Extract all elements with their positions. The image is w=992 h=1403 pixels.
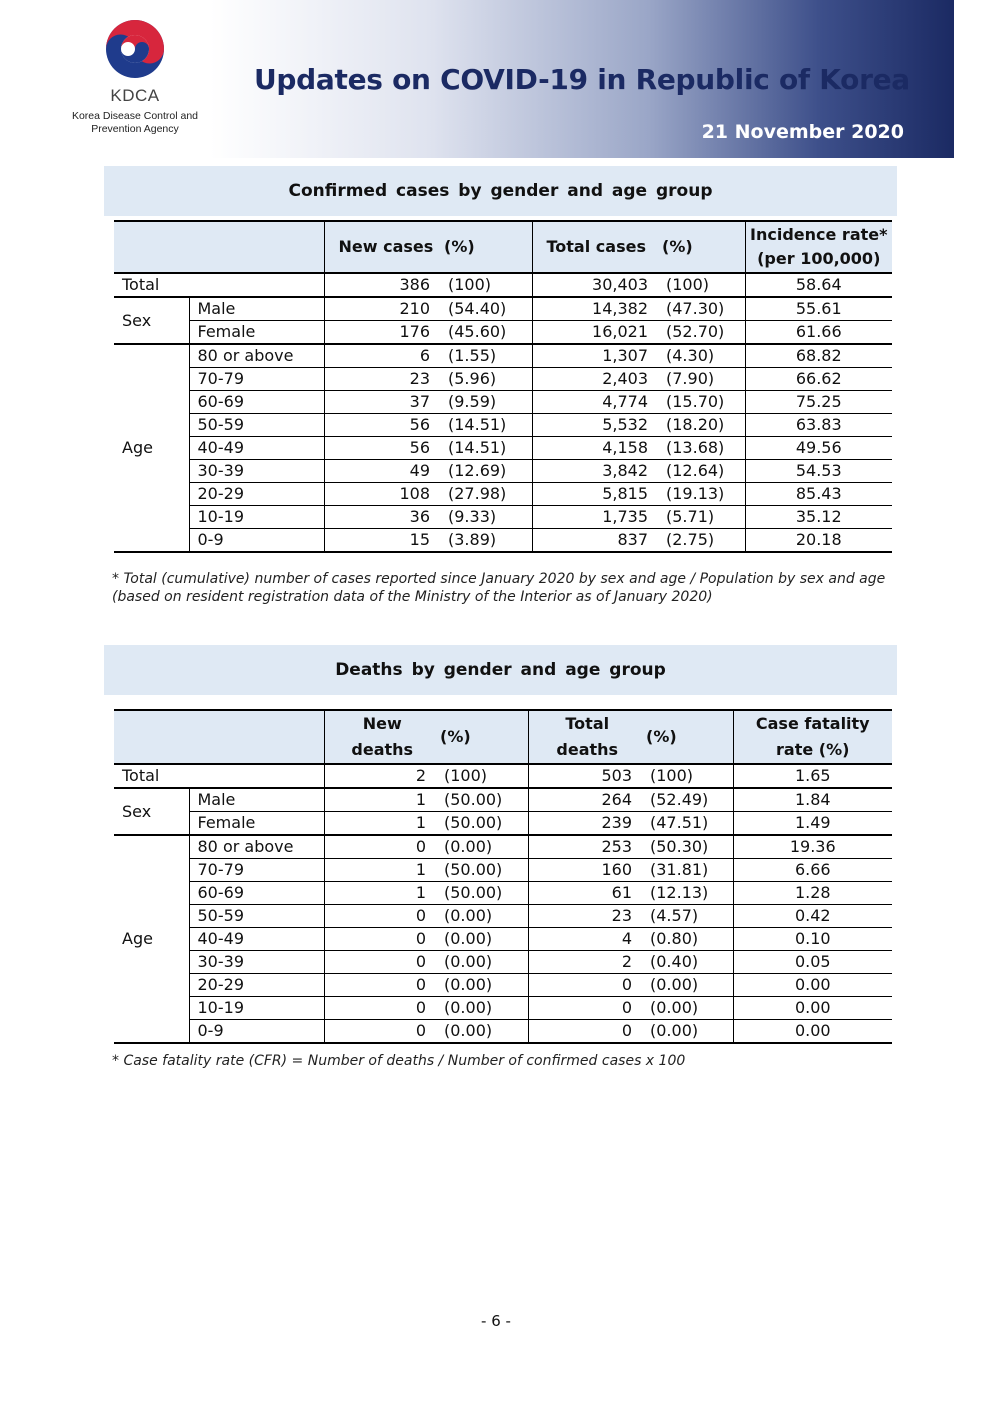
row-label: 40-49 [189,437,324,460]
header-new-deaths-line1: New [362,714,402,733]
header-incidence-rate [745,221,892,273]
table-row [114,391,892,414]
new-value: 56 [324,414,444,437]
total-value: 14,382 [532,297,662,321]
row-label: Total [114,764,324,788]
header-blank-cell [114,221,324,273]
total-value: 0 [528,974,646,997]
new-percent: (27.98) [444,483,532,506]
total-percent: (52.70) [662,321,745,345]
row-label: Male [189,297,324,321]
table-row [114,344,892,368]
new-percent: (9.33) [444,506,532,529]
total-value: 5,532 [532,414,662,437]
rate-value: 6.66 [733,859,892,882]
page-title: Updates on COVID-19 in Republic of Korea [254,63,910,96]
rate-value: 68.82 [745,344,892,368]
new-percent: (45.60) [444,321,532,345]
new-value: 1 [324,882,440,905]
new-percent: (12.69) [444,460,532,483]
rate-value: 1.28 [733,882,892,905]
total-percent: (7.90) [662,368,745,391]
total-percent: (18.20) [662,414,745,437]
total-percent: (0.40) [646,951,733,974]
header-incidence-line1: Incidence rate* [750,225,888,244]
age-group-label: Age [114,835,189,1043]
rate-value: 66.62 [745,368,892,391]
row-label: Female [189,321,324,345]
new-percent: (0.00) [440,1020,528,1044]
new-percent: (50.00) [440,788,528,812]
total-value: 160 [528,859,646,882]
total-value: 23 [528,905,646,928]
table-row [114,1020,892,1044]
header-cfr-line1: Case fatality [755,714,870,733]
row-label: 60-69 [189,391,324,414]
header-blank-cell [114,710,324,764]
total-percent: (47.30) [662,297,745,321]
total-percent: (0.00) [646,974,733,997]
rate-value: 54.53 [745,460,892,483]
rate-value: 35.12 [745,506,892,529]
row-label: Total [114,273,324,297]
new-value: 6 [324,344,444,368]
new-percent: (14.51) [444,437,532,460]
table-row [114,414,892,437]
new-value: 0 [324,928,440,951]
header-new-cases: New cases [324,221,444,273]
new-percent: (100) [440,764,528,788]
header-total-pct: (%) [662,221,745,273]
total-percent: (0.80) [646,928,733,951]
rate-value: 75.25 [745,391,892,414]
total-percent: (19.13) [662,483,745,506]
deaths-footnote: * Case fatality rate (CFR) = Number of deaths / Number of confirmed cases x 100 [112,1053,686,1069]
rate-value: 49.56 [745,437,892,460]
table-row [114,905,892,928]
confirmed-footnote: * Total (cumulative) number of cases reported since January 2020 by sex and age / Population by sex and age (based on resident registration data of the Ministry of the Interior as of January 2020) [112,571,886,605]
row-label: 80 or above [189,344,324,368]
total-value: 3,842 [532,460,662,483]
header-case-fatality-rate [733,710,892,764]
rate-value: 85.43 [745,483,892,506]
table-row [114,882,892,905]
row-label: 70-79 [189,859,324,882]
row-label: 30-39 [189,951,324,974]
table-row [114,483,892,506]
header-total-cases: Total cases [532,221,662,273]
org-name-line1: Korea Disease Control and [71,110,199,122]
row-label: 80 or above [189,835,324,859]
total-percent: (100) [646,764,733,788]
total-value: 16,021 [532,321,662,345]
org-name [60,110,210,136]
row-label: 0-9 [189,529,324,553]
sex-group-label: Sex [114,297,189,344]
total-value: 264 [528,788,646,812]
new-value: 0 [324,905,440,928]
deaths-table [114,709,892,1044]
new-percent: (9.59) [444,391,532,414]
new-value: 0 [324,951,440,974]
new-percent: (100) [444,273,532,297]
total-value: 1,307 [532,344,662,368]
rate-value: 1.84 [733,788,892,812]
new-percent: (54.40) [444,297,532,321]
total-percent: (100) [662,273,745,297]
total-value: 0 [528,1020,646,1044]
header-new-deaths [324,710,440,764]
new-value: 0 [324,974,440,997]
new-percent: (0.00) [440,997,528,1020]
new-value: 0 [324,997,440,1020]
table-row [114,859,892,882]
table-row [114,460,892,483]
table-row [114,506,892,529]
new-percent: (5.96) [444,368,532,391]
rate-value: 58.64 [745,273,892,297]
total-percent: (47.51) [646,812,733,836]
total-value: 61 [528,882,646,905]
header-cfr-line2: rate (%) [776,740,850,759]
rate-value: 20.18 [745,529,892,553]
total-percent: (12.64) [662,460,745,483]
table-row [114,297,892,321]
row-label: 0-9 [189,1020,324,1044]
kdca-logo [60,18,210,148]
row-label: 70-79 [189,368,324,391]
age-group-label: Age [114,344,189,552]
new-percent: (0.00) [440,974,528,997]
row-label: 50-59 [189,905,324,928]
total-value: 5,815 [532,483,662,506]
row-label: 40-49 [189,928,324,951]
new-percent: (50.00) [440,859,528,882]
confirmed-cases-table [114,220,892,553]
total-value: 239 [528,812,646,836]
rate-value: 1.49 [733,812,892,836]
new-value: 2 [324,764,440,788]
row-label: 60-69 [189,882,324,905]
new-percent: (0.00) [440,928,528,951]
total-row [114,764,892,788]
rate-value: 19.36 [733,835,892,859]
new-value: 0 [324,1020,440,1044]
total-percent: (13.68) [662,437,745,460]
new-value: 15 [324,529,444,553]
total-percent: (52.49) [646,788,733,812]
new-percent: (3.89) [444,529,532,553]
total-percent: (4.30) [662,344,745,368]
row-label: 10-19 [189,506,324,529]
total-value: 2 [528,951,646,974]
new-percent: (50.00) [440,812,528,836]
new-value: 1 [324,812,440,836]
table-header-row [114,710,892,764]
new-value: 108 [324,483,444,506]
rate-value: 0.00 [733,974,892,997]
rate-value: 55.61 [745,297,892,321]
total-percent: (15.70) [662,391,745,414]
total-value: 4,158 [532,437,662,460]
total-percent: (31.81) [646,859,733,882]
page-header [0,0,954,158]
total-percent: (50.30) [646,835,733,859]
confirmed-section-title: Confirmed cases by gender and age group [104,166,897,216]
table-row [114,951,892,974]
new-value: 1 [324,859,440,882]
new-value: 1 [324,788,440,812]
new-value: 36 [324,506,444,529]
total-percent: (0.00) [646,997,733,1020]
row-label: 10-19 [189,997,324,1020]
header-total-deaths-line2: deaths [556,740,619,759]
new-value: 37 [324,391,444,414]
total-percent: (5.71) [662,506,745,529]
rate-value: 0.10 [733,928,892,951]
header-incidence-line2: (per 100,000) [757,249,881,268]
taegeuk-emblem-icon [104,18,166,80]
table-header-row [114,221,892,273]
total-value: 30,403 [532,273,662,297]
row-label: Male [189,788,324,812]
new-value: 56 [324,437,444,460]
total-value: 837 [532,529,662,553]
table-row [114,437,892,460]
header-total-pct: (%) [646,710,733,764]
table-row [114,788,892,812]
total-value: 503 [528,764,646,788]
org-name-line2: Prevention Agency [91,123,179,135]
table-row [114,835,892,859]
rate-value: 0.42 [733,905,892,928]
row-label: 30-39 [189,460,324,483]
deaths-section-title: Deaths by gender and age group [104,645,897,695]
new-percent: (14.51) [444,414,532,437]
new-value: 23 [324,368,444,391]
rate-value: 0.00 [733,997,892,1020]
rate-value: 0.00 [733,1020,892,1044]
page-number: - 6 - [481,1312,511,1330]
new-value: 49 [324,460,444,483]
total-value: 253 [528,835,646,859]
table-row [114,368,892,391]
header-new-pct: (%) [444,221,532,273]
table-row [114,812,892,836]
header-total-deaths-line1: Total [565,714,610,733]
row-label: Female [189,812,324,836]
row-label: 20-29 [189,974,324,997]
new-percent: (0.00) [440,905,528,928]
rate-value: 63.83 [745,414,892,437]
total-row [114,273,892,297]
table-row [114,974,892,997]
total-percent: (4.57) [646,905,733,928]
report-date: 21 November 2020 [701,121,904,143]
table-row [114,321,892,345]
table-row [114,529,892,553]
row-label: 20-29 [189,483,324,506]
rate-value: 61.66 [745,321,892,345]
new-percent: (0.00) [440,951,528,974]
new-percent: (1.55) [444,344,532,368]
new-value: 210 [324,297,444,321]
total-value: 2,403 [532,368,662,391]
rate-value: 0.05 [733,951,892,974]
header-total-deaths [528,710,646,764]
new-percent: (50.00) [440,882,528,905]
total-value: 4 [528,928,646,951]
table-row [114,928,892,951]
total-value: 1,735 [532,506,662,529]
org-abbreviation: KDCA [110,86,160,105]
sex-group-label: Sex [114,788,189,835]
new-percent: (0.00) [440,835,528,859]
new-value: 386 [324,273,444,297]
total-value: 0 [528,997,646,1020]
total-percent: (12.13) [646,882,733,905]
rate-value: 1.65 [733,764,892,788]
table-row [114,997,892,1020]
header-new-deaths-line2: deaths [351,740,414,759]
new-value: 176 [324,321,444,345]
total-percent: (0.00) [646,1020,733,1044]
new-value: 0 [324,835,440,859]
total-percent: (2.75) [662,529,745,553]
row-label: 50-59 [189,414,324,437]
header-new-pct: (%) [440,710,528,764]
total-value: 4,774 [532,391,662,414]
